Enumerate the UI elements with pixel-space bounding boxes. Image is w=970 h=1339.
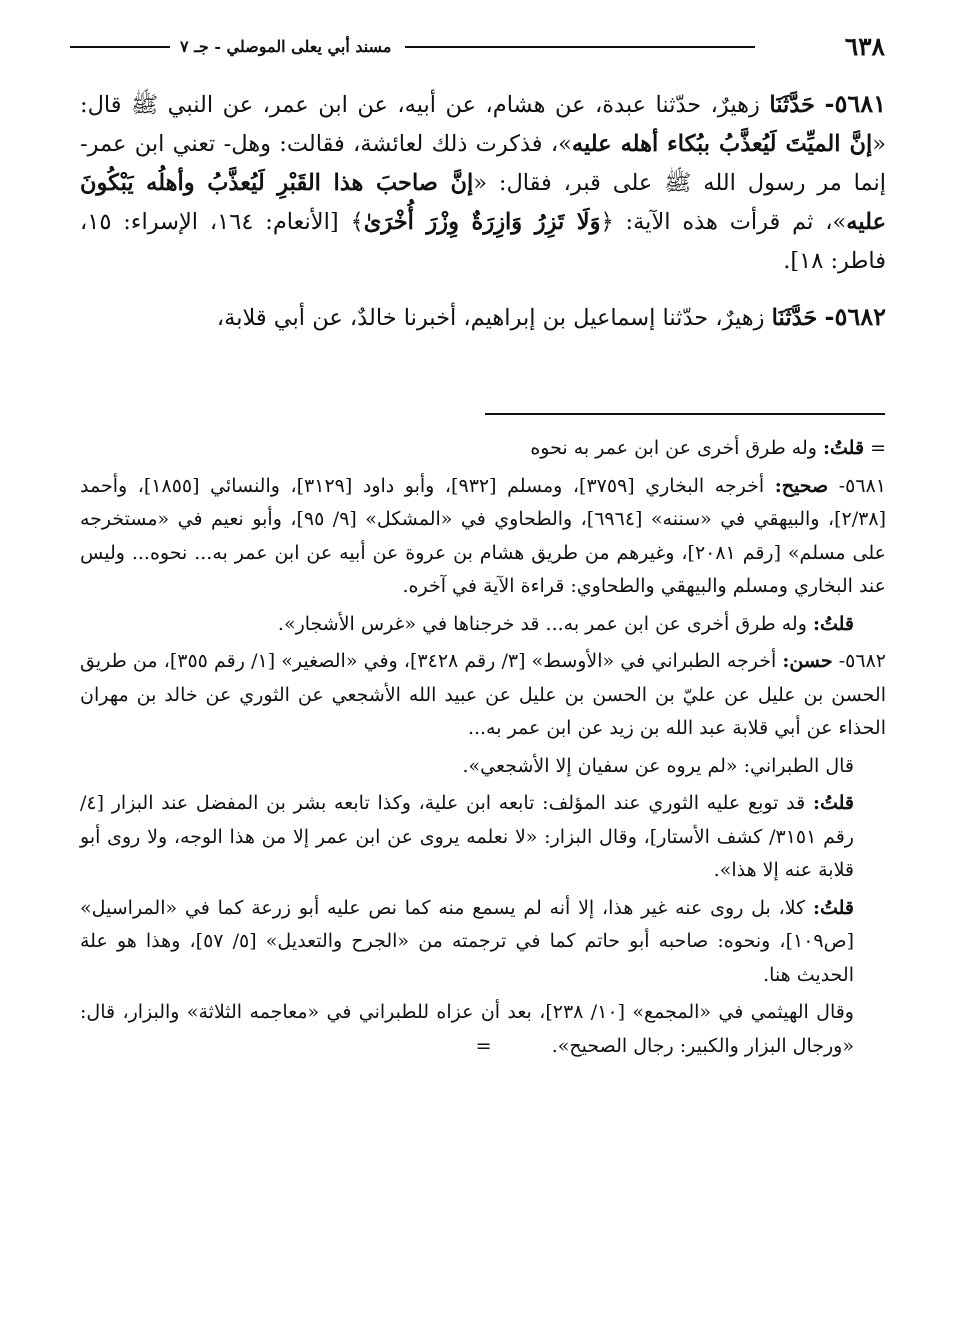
hadith-5682 bbox=[80, 297, 886, 338]
footnote-text: وله طرق أخرى عن ابن عمر به... قد خرجناها في «غرس الأشجار». bbox=[277, 612, 807, 635]
haythami-note bbox=[80, 996, 886, 1063]
footnote-text: أخرجه الطبراني في «الأوسط» [٣/ رقم ٣٤٢٨]، وفي «الصغير» [١/ رقم ٣٥٥]، من طريق الحسن بن عليل عن عليّ بن الحسن بن عليل عن عبيد الله الأشجعي عن الثوري عن خالد بن مهران الحذاء عن أبي قلابة عبد الله بن زيد عن ابن عمر به... bbox=[80, 650, 886, 739]
header-rule-left bbox=[70, 46, 170, 48]
qultu-label: قلتُ: bbox=[812, 612, 854, 635]
qultu-label: قلتُ: bbox=[822, 437, 865, 459]
grade-label: صحيح: bbox=[774, 474, 829, 497]
prophetic-quote: إنَّ صاحبَ هذا القَبْرِ لَيُعذَّبُ وأهلُه يَبْكُونَ عليه bbox=[80, 170, 887, 235]
page-number: ٦٣٨ bbox=[844, 32, 885, 61]
verse-reference: ﴾ [الأنعام: ١٦٤، الإسراء: ١٥، فاطر: ١٨]. bbox=[80, 209, 886, 274]
quran-verse: وَلَا تَزِرُ وَازِرَةٌ وِزْرَ أُخْرَىٰ bbox=[363, 209, 601, 235]
continuation-mark: = bbox=[870, 437, 886, 459]
hadith-text: »، ثم قرأت هذه الآية: ﴿ bbox=[600, 209, 847, 235]
footnote-5682 bbox=[80, 645, 886, 746]
grade-label: حسن: bbox=[782, 650, 833, 672]
footnote-text: كلا، بل روى عنه غير هذا، إلا أنه لم يسمع منه كما نص عليه أبو زرعة كما في «المراسيل» [ص١٠٩]، ونحوه: صاحبه أبو حاتم كما في ترجمته من «الجرح والتعديل» [٥/ ٥٧]، وهذا هو علة الحديث هنا. bbox=[80, 896, 854, 986]
continuation-mark-end: = bbox=[475, 1034, 492, 1057]
tabarani-quote: قال الطبراني: «لم يروه عن سفيان إلا الأشجعي». bbox=[462, 754, 854, 777]
footnote-continuation bbox=[80, 432, 886, 466]
book-title: مسند أبي يعلى الموصلي - جـ ٧ bbox=[180, 37, 392, 56]
qultu-label: قلتُ: bbox=[812, 792, 854, 814]
main-text bbox=[80, 84, 886, 338]
hadith-number: ٥٦٨٢- bbox=[824, 302, 886, 331]
footnote-number: ٥٦٨٢- bbox=[838, 650, 886, 672]
footnote-divider bbox=[485, 413, 885, 415]
qultu-label: قلتُ: bbox=[812, 896, 854, 919]
footnote-qultu bbox=[80, 892, 886, 993]
footnote-qultu bbox=[80, 608, 886, 642]
footnote-qultu bbox=[80, 787, 886, 888]
hadith-text: »، فذكرت ذلك لعائشة، فقالت: وهل- تعني ابن عمر- إنما مر رسول الله ﷺ على قبر، فقال: « bbox=[80, 131, 886, 196]
footnote-text: قد توبع عليه الثوري عند المؤلف: تابعه ابن علية، وكذا تابعه بشر بن المفضل عند البزار [٤/ رقم ٣١٥١/ كشف الأستار]، وقال البزار: «لا نعلمه يروى عن ابن عمر إلا من هذا الوجه، ولا روى أبو قلابة عنه إلا هذا». bbox=[80, 792, 854, 881]
hadith-5681 bbox=[80, 84, 886, 281]
hadith-text: زهيرٌ، حدّثنا إسماعيل بن إبراهيم، أخبرنا خالدٌ، عن أبي قلابة، bbox=[216, 305, 765, 331]
haddathana-word: حَدَّثَنَا bbox=[771, 305, 818, 331]
haddathana-word: حَدَّثَنَا bbox=[769, 92, 815, 118]
prophetic-quote: إنَّ الميِّتَ لَيُعذَّبُ ببُكاء أهله عليه bbox=[571, 131, 873, 157]
footnote-5681 bbox=[80, 470, 886, 604]
hadith-number: ٥٦٨١- bbox=[824, 89, 886, 118]
footnote-number: ٥٦٨١- bbox=[838, 474, 886, 497]
footnote-text: وله طرق أخرى عن ابن عمر به نحوه bbox=[530, 437, 817, 459]
footnote-text: وقال الهيثمي في «المجمع» [١٠/ ٢٣٨]، بعد أن عزاه للطبراني في «معاجمه الثلاثة» والبزار، قال: «ورجال البزار والكبير: رجال الصحيح». bbox=[80, 1001, 854, 1057]
page-header bbox=[70, 34, 885, 60]
footnotes bbox=[80, 432, 886, 1067]
footnote-text: أخرجه البخاري [٣٧٥٩]، ومسلم [٩٣٢]، وأبو داود [٣١٢٩]، والنسائي [١٨٥٥]، وأحمد [٢/٣٨]، والبيهقي في «سننه» [٦٩٦٤]، والطحاوي في «المشكل» [٩/ ٩٥]، وأبو نعيم في «مستخرجه على مسلم» [رقم ٢٠٨١]، وغيرهم من طريق هشام بن عروة عن أبيه عن ابن عمر به... نحوه... وليس عند البخاري ومسلم والبيهقي والطحاوي: قراءة الآية في آخره. bbox=[80, 474, 886, 597]
hadith-text: زهيرٌ، حدّثنا عبدة، عن هشام، عن أبيه، عن ابن عمر، عن النبي ﷺ قال: « bbox=[80, 92, 887, 157]
header-rule bbox=[405, 46, 755, 48]
